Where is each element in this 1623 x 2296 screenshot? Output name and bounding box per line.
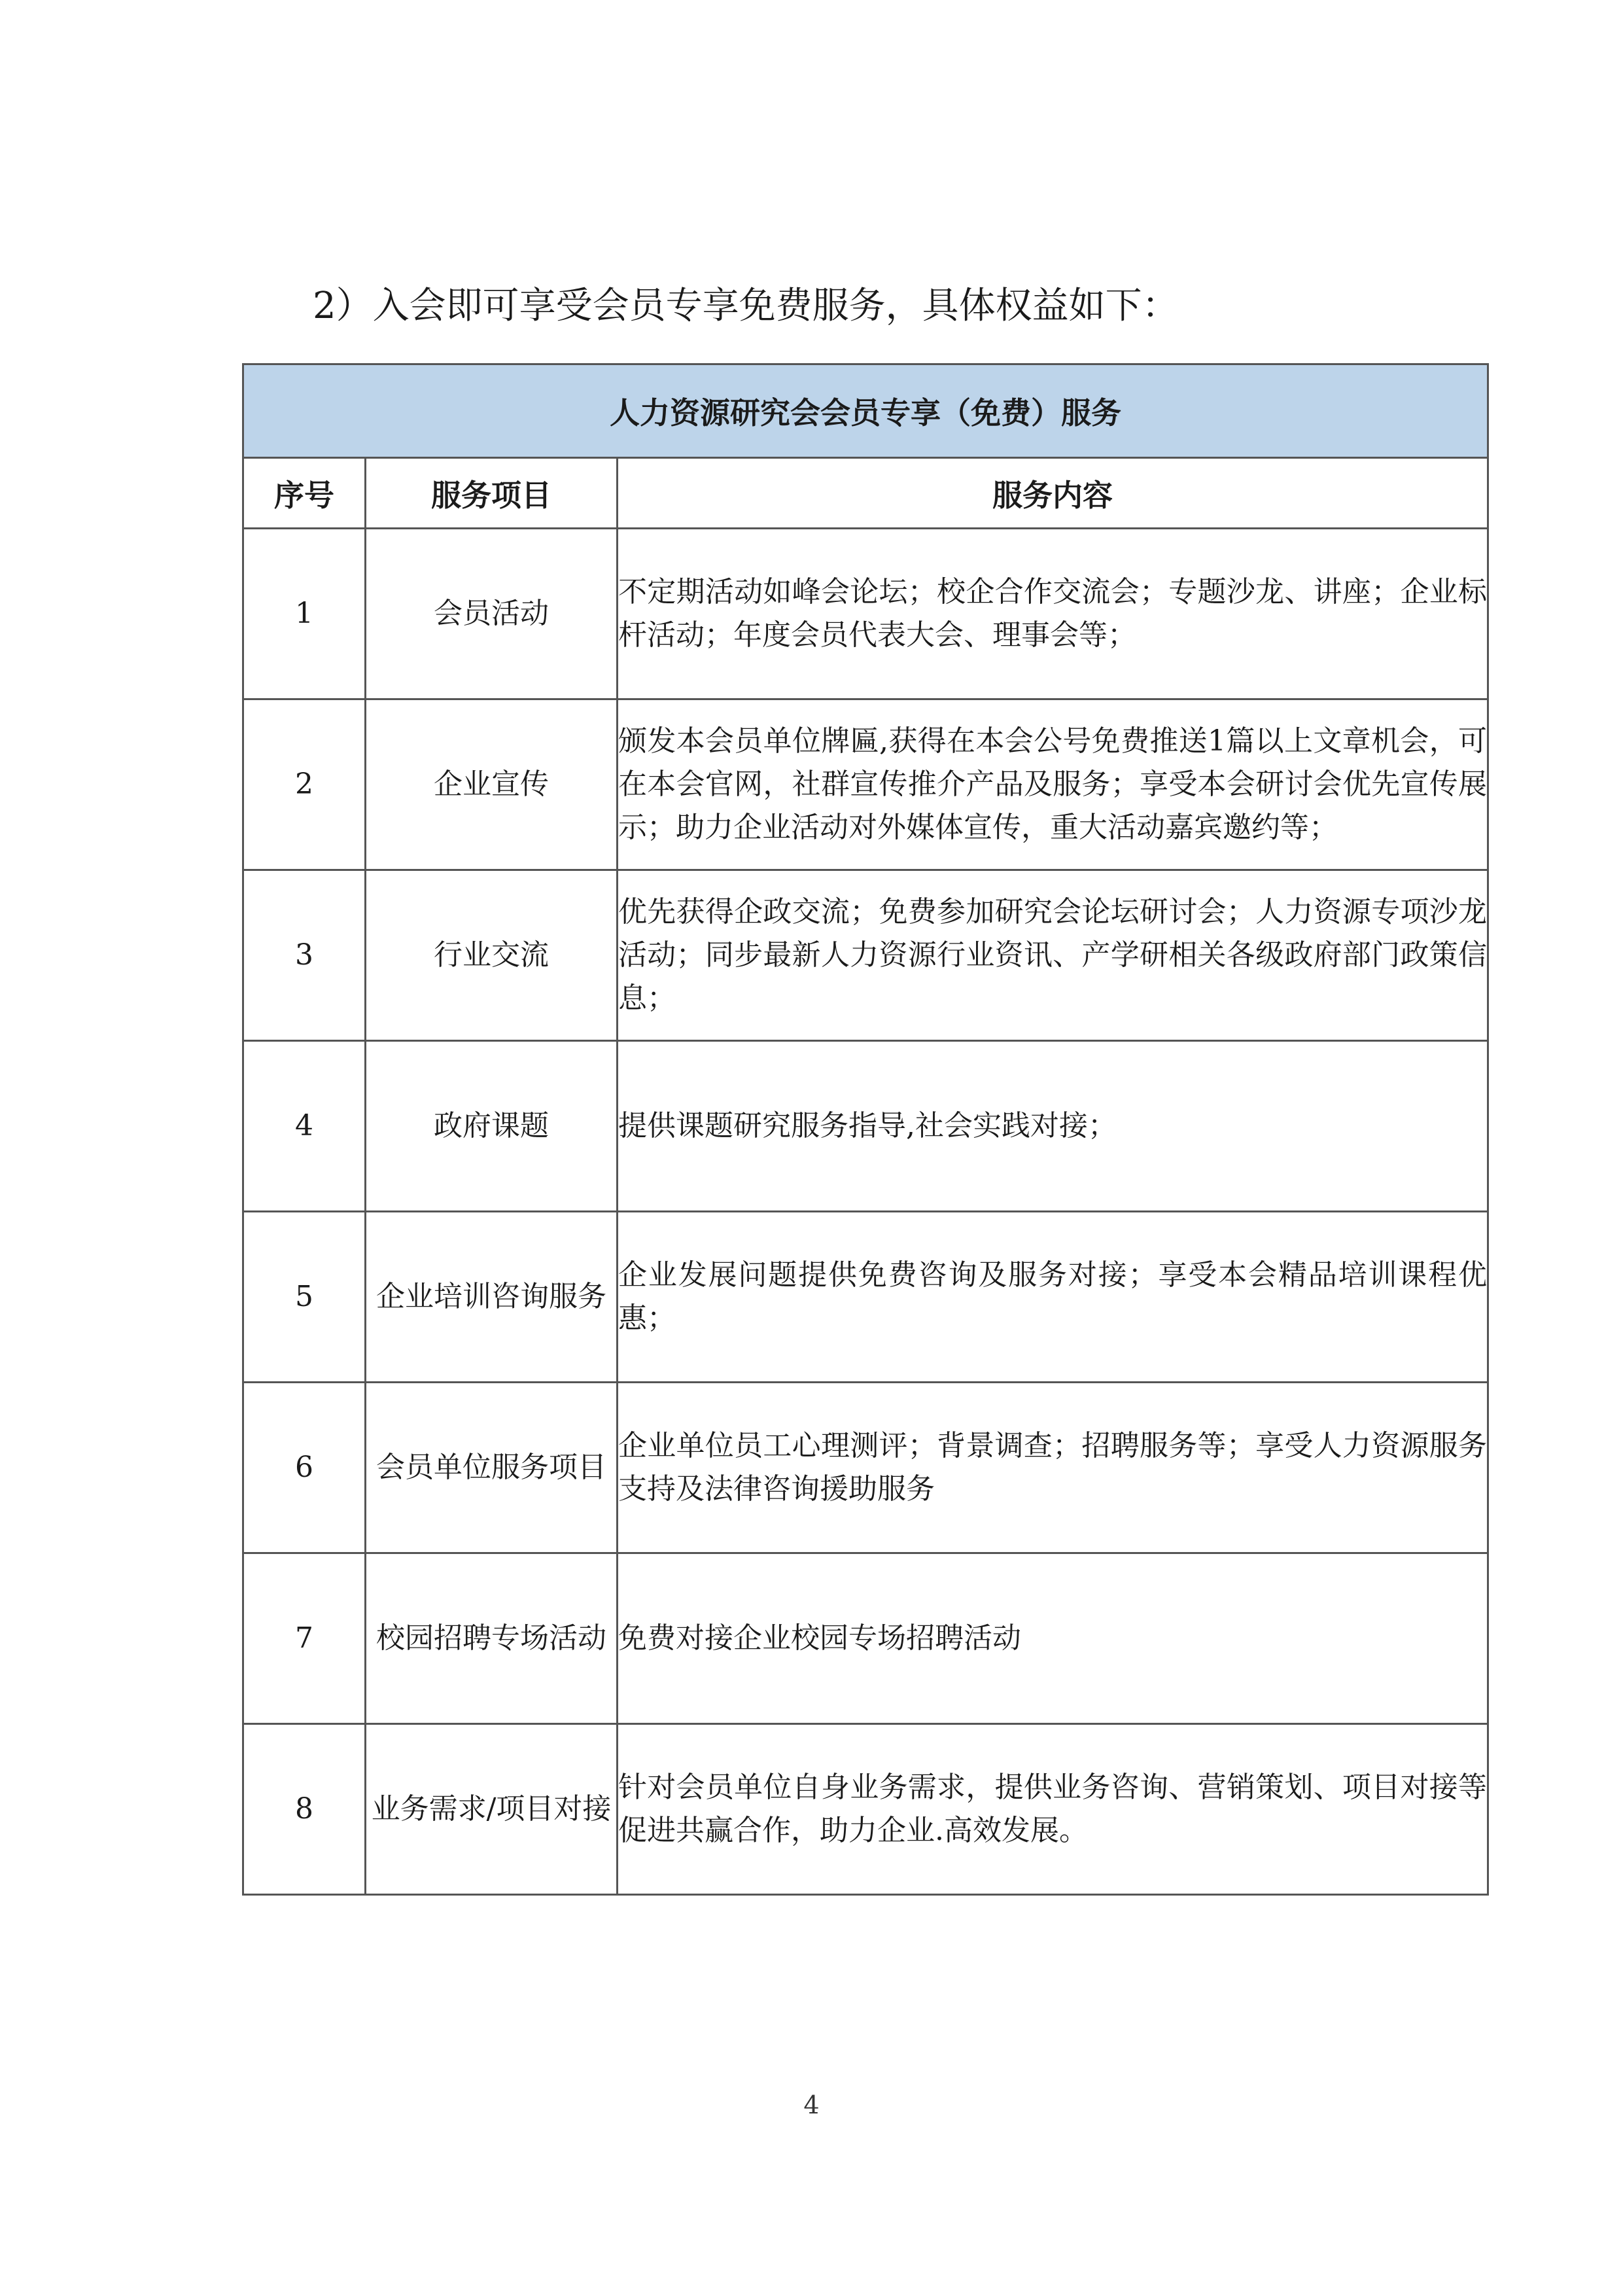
- row-item: 业务需求/项目对接: [366, 1724, 618, 1895]
- intro-text: 2）入会即可享受会员专享免费服务，具体权益如下：: [313, 285, 1179, 327]
- row-item: 校园招聘专场活动: [366, 1553, 618, 1724]
- row-number: 8: [243, 1724, 366, 1895]
- row-number: 4: [243, 1041, 366, 1212]
- row-item: 企业宣传: [366, 699, 618, 870]
- row-item: 企业培训咨询服务: [366, 1212, 618, 1383]
- row-number: 6: [243, 1383, 366, 1553]
- row-item: 会员单位服务项目: [366, 1383, 618, 1553]
- header-item: 服务项目: [366, 458, 618, 529]
- row-content: 颁发本会员单位牌匾,获得在本会公号免费推送1篇以上文章机会，可在本会官网，社群宣传推介产品及服务；享受本会研讨会优先宣传展示；助力企业活动对外媒体宣传，重大活动嘉宾邀约等；: [618, 699, 1488, 870]
- table-row: [243, 1212, 1488, 1383]
- table-header-row: [243, 458, 1488, 529]
- row-content: 企业单位员工心理测评；背景调查；招聘服务等；享受人力资源服务支持及法律咨询援助服务: [618, 1383, 1488, 1553]
- table-title-row: [243, 364, 1488, 458]
- table-row: [243, 1041, 1488, 1212]
- header-no: 序号: [243, 458, 366, 529]
- row-content: 不定期活动如峰会论坛；校企合作交流会；专题沙龙、讲座；企业标杆活动；年度会员代表大会、理事会等；: [618, 529, 1488, 699]
- table-row: [243, 1553, 1488, 1724]
- row-item: 政府课题: [366, 1041, 618, 1212]
- table-row: [243, 870, 1488, 1041]
- row-number: 1: [243, 529, 366, 699]
- row-number: 7: [243, 1553, 366, 1724]
- table-row: [243, 1724, 1488, 1895]
- page-number: 4: [803, 2091, 820, 2119]
- row-number: 5: [243, 1212, 366, 1383]
- row-number: 2: [243, 699, 366, 870]
- row-content: 针对会员单位自身业务需求，提供业务咨询、营销策划、项目对接等促进共赢合作，助力企业.高效发展。: [618, 1724, 1488, 1895]
- header-content: 服务内容: [618, 458, 1488, 529]
- row-content: 企业发展问题提供免费咨询及服务对接；享受本会精品培训课程优惠；: [618, 1212, 1488, 1383]
- row-content: 提供课题研究服务指导,社会实践对接；: [618, 1041, 1488, 1212]
- row-content: 优先获得企政交流；免费参加研究会论坛研讨会；人力资源专项沙龙活动；同步最新人力资源行业资讯、产学研相关各级政府部门政策信息；: [618, 870, 1488, 1041]
- row-content: 免费对接企业校园专场招聘活动: [618, 1553, 1488, 1724]
- row-item: 会员活动: [366, 529, 618, 699]
- table-row: [243, 699, 1488, 870]
- table-title: 人力资源研究会会员专享（免费）服务: [243, 364, 1488, 458]
- row-number: 3: [243, 870, 366, 1041]
- table-row: [243, 529, 1488, 699]
- service-table: [242, 363, 1489, 1896]
- table-row: [243, 1383, 1488, 1553]
- row-item: 行业交流: [366, 870, 618, 1041]
